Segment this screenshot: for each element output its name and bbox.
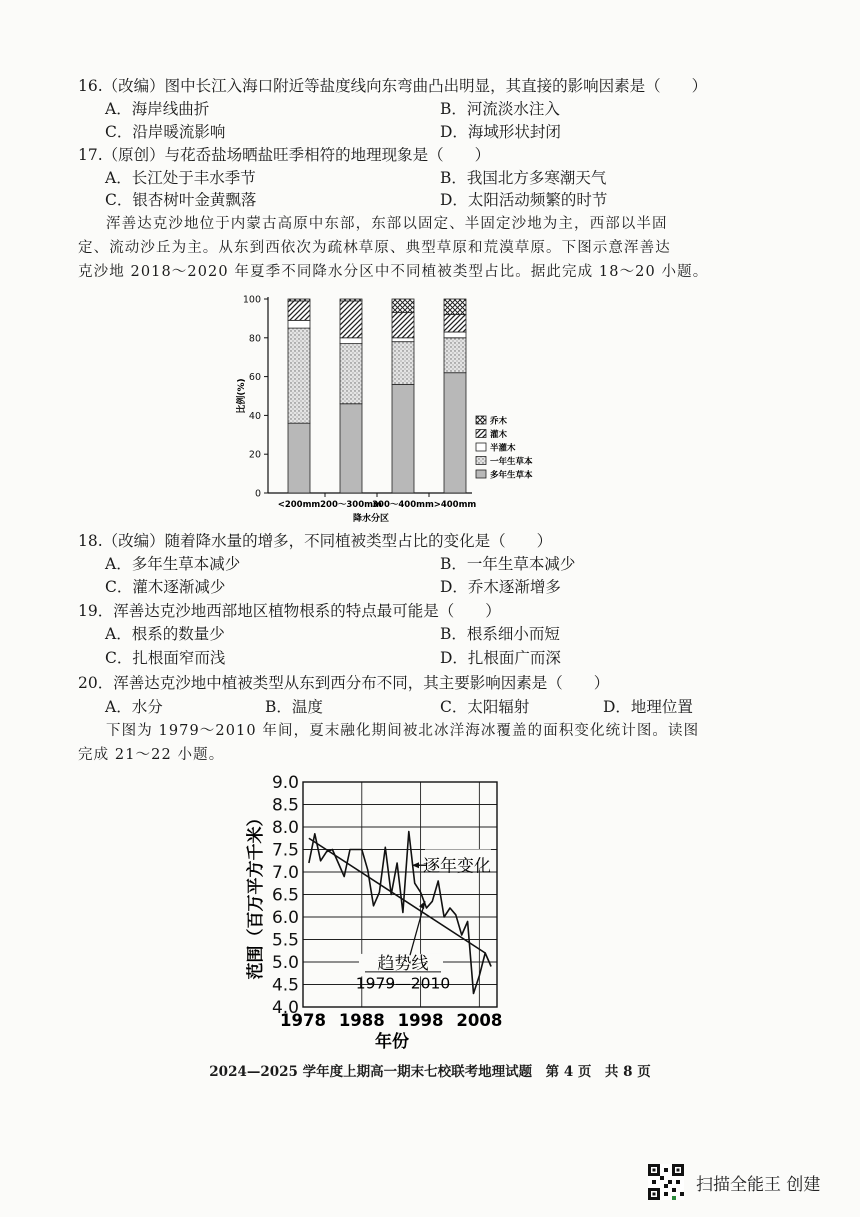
bar-chart-legend-swatch <box>476 443 486 451</box>
line-chart-x-tick-label: 1998 <box>397 1011 444 1030</box>
q19-option-c: C．扎根面窄而浅 <box>105 649 226 667</box>
bar-segment <box>444 315 466 332</box>
q18-option-b: B．一年生草本减少 <box>440 555 576 573</box>
bar-chart-y-tick-label: 20 <box>248 449 261 461</box>
bar-segment <box>288 328 310 423</box>
trend-arrow <box>419 901 425 909</box>
bar-chart-y-tick-label: 80 <box>248 333 261 345</box>
q16-option-a: A．海岸线曲折 <box>105 100 210 118</box>
line-chart-x-label: 年份 <box>375 1032 409 1050</box>
scanner-label: 扫描全能王 创建 <box>696 1175 821 1195</box>
bar-segment <box>288 320 310 328</box>
line-chart-y-tick-label: 7.0 <box>271 863 299 883</box>
vegetation-bar-chart <box>230 290 560 530</box>
bar-segment <box>392 313 414 338</box>
bar-chart-y-tick-label: 100 <box>242 294 261 306</box>
q17-option-a: A．长江处于丰水季节 <box>105 169 256 187</box>
bar-segment <box>392 342 414 385</box>
bar-chart-y-tick-label: 40 <box>248 410 261 422</box>
line-chart-y-tick-label: 9.0 <box>271 773 299 793</box>
bar-chart-category-label: 200～300mm <box>320 500 382 510</box>
line-chart-y-tick-label: 4.0 <box>271 998 299 1018</box>
q16-option-c: C．沿岸暖流影响 <box>105 123 226 141</box>
q20-option-b: B．温度 <box>265 698 323 716</box>
bar-chart-legend-label: 乔木 <box>490 416 508 427</box>
q17-option-c: C．银杏树叶金黄飘落 <box>105 191 257 209</box>
bar-segment <box>392 299 414 313</box>
q16-option-b: B．河流淡水注入 <box>440 100 560 118</box>
intro1-line1: 浑善达克沙地位于内蒙古高原中东部，东部以固定、半固定沙地为主，西部以半固 <box>106 216 668 232</box>
sea-ice-line-chart <box>235 768 535 1050</box>
bar-chart-legend-swatch <box>476 470 486 478</box>
bar-chart-y-tick-label: 0 <box>254 488 261 500</box>
line-chart-y-tick-label: 8.0 <box>271 818 299 838</box>
q20-option-d: D．地理位置 <box>603 698 693 716</box>
bar-chart-y-label: 比例(%) <box>237 378 247 414</box>
trend-line-label: 趋势线 <box>377 953 429 974</box>
q20-option-c: C．太阳辐射 <box>440 698 530 716</box>
bar-segment <box>340 301 362 338</box>
q20-option-a: A．水分 <box>105 698 163 716</box>
q18-stem: 18.（改编）随着降水量的增多，不同植被类型占比的变化是（ ） <box>78 532 553 550</box>
line-chart-x-tick-label: 1978 <box>280 1011 326 1030</box>
intro1-line3: 克沙地 2018～2020 年夏季不同降水分区中不同植被类型占比。据此完成 18～20 小题。 <box>78 264 709 280</box>
line-chart-y-tick-label: 7.5 <box>271 840 299 861</box>
bar-chart-y-tick-label: 60 <box>248 372 261 384</box>
line-chart-y-tick-label: 6.5 <box>271 885 299 906</box>
bar-segment <box>444 332 466 338</box>
line-chart-y-tick-label: 5.5 <box>271 930 299 951</box>
intro1-line2: 定、流动沙丘为主。从东到西依次为疏林草原、典型草原和荒漠草原。下图示意浑善达 <box>78 240 671 256</box>
bar-segment <box>340 404 362 493</box>
scanner-watermark <box>648 1162 848 1202</box>
bar-chart-legend-label: 灌木 <box>490 430 508 440</box>
bar-segment <box>392 384 414 493</box>
bar-segment <box>392 338 414 342</box>
q17-stem: 17.（原创）与花岙盐场晒盐旺季相符的地理现象是（ ） <box>78 146 491 164</box>
bar-chart-legend-swatch <box>476 416 486 424</box>
bar-segment <box>444 373 466 493</box>
bar-segment <box>340 338 362 344</box>
line-chart-y-tick-label: 6.0 <box>271 908 299 928</box>
line-chart-y-label: 范围（百万平方千米） <box>246 809 266 980</box>
bar-segment <box>444 299 466 315</box>
bar-segment <box>288 299 310 301</box>
q20-stem: 20．浑善达克沙地中植被类型从东到西分布不同，其主要影响因素是（ ） <box>78 674 610 692</box>
bar-segment <box>288 423 310 493</box>
q17-option-d: D．太阳活动频繁的时节 <box>440 191 608 209</box>
line-chart-x-tick-label: 2008 <box>456 1011 503 1030</box>
q19-option-b: B．根系细小而短 <box>440 625 560 643</box>
trend-range-label: 1979—2010 <box>355 974 451 993</box>
q18-option-a: A．多年生草本减少 <box>105 555 241 573</box>
bar-chart-category-label: >400mm <box>433 500 477 510</box>
line-chart-y-tick-label: 8.5 <box>271 795 299 816</box>
q19-stem: 19．浑善达克沙地西部地区植物根系的特点最可能是（ ） <box>78 602 501 620</box>
bar-chart-legend-label: 半灌木 <box>490 443 516 454</box>
bar-segment <box>340 344 362 404</box>
bar-chart-legend-label: 一年生草本 <box>490 457 533 467</box>
line-chart-x-tick-label: 1988 <box>338 1011 385 1030</box>
q18-option-c: C．灌木逐渐减少 <box>105 578 226 596</box>
intro2-line2: 完成 21～22 小题。 <box>78 747 225 763</box>
bar-chart-legend-swatch <box>476 430 486 438</box>
q16-stem: 16.（改编）图中长江入海口附近等盐度线向东弯曲凸出明显，其直接的影响因素是（ ） <box>78 77 708 95</box>
page-footer: 2024—2025 学年度上期高一期末七校联考地理试题 第 4 页 共 8 页 <box>209 1064 651 1080</box>
bar-chart-legend-swatch <box>476 457 486 465</box>
line-chart-y-tick-label: 4.5 <box>271 975 299 996</box>
q16-option-d: D．海域形状封闭 <box>440 123 561 141</box>
q19-option-d: D．扎根面广而深 <box>440 649 561 667</box>
line-chart-y-tick-label: 5.0 <box>271 953 299 973</box>
bar-chart-x-label: 降水分区 <box>352 514 390 524</box>
q17-option-b: B．我国北方多寒潮天气 <box>440 169 607 187</box>
intro2-line1: 下图为 1979～2010 年间，夏末融化期间被北冰洋海冰覆盖的面积变化统计图。读图 <box>106 723 700 739</box>
qr-code-icon <box>648 1164 684 1200</box>
bar-chart-legend-label: 多年生草本 <box>490 470 533 481</box>
bar-segment <box>444 338 466 373</box>
bar-chart-category-label: <200mm <box>277 500 321 510</box>
bar-segment <box>288 301 310 320</box>
q19-option-a: A．根系的数量少 <box>105 625 225 643</box>
bar-chart-category-label: 300～400mm <box>372 500 434 510</box>
bar-segment <box>340 299 362 301</box>
yearly-change-label: 逐年变化 <box>423 856 491 877</box>
q18-option-d: D．乔木逐渐增多 <box>440 578 561 596</box>
